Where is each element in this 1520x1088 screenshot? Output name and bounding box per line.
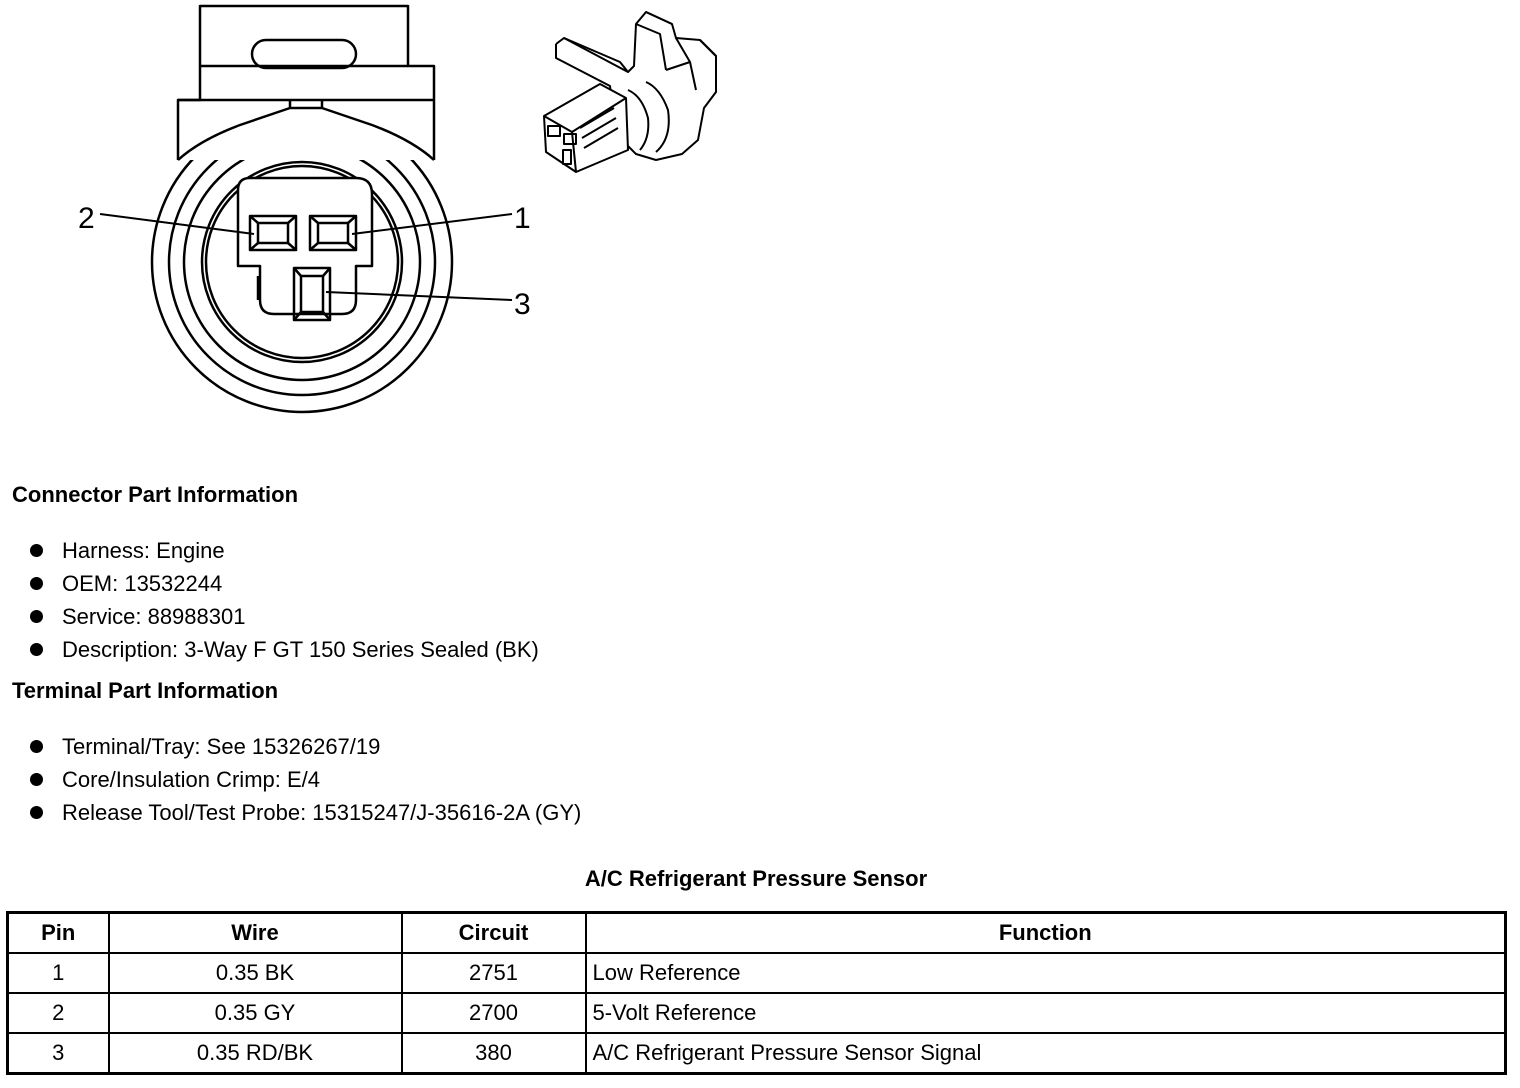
pin-label-2: 2	[78, 202, 95, 235]
list-item	[30, 534, 539, 567]
list-item	[30, 730, 581, 763]
list-item	[30, 600, 539, 633]
list-item-text: Harness: Engine	[62, 538, 225, 563]
connector-face-view	[100, 6, 512, 412]
connector-diagram	[0, 0, 1520, 470]
bullet-icon	[30, 577, 43, 590]
terminal-info-list	[30, 730, 581, 829]
list-item-text: Description: 3-Way F GT 150 Series Sealed (BK)	[62, 637, 539, 662]
table-header-row	[8, 913, 1506, 954]
bullet-icon	[30, 643, 43, 656]
cell-wire: 0.35 BK	[109, 953, 402, 993]
cell-circuit: 380	[402, 1033, 586, 1074]
pin-label-3: 3	[514, 288, 531, 321]
table-title: A/C Refrigerant Pressure Sensor	[584, 866, 928, 891]
connector-info-title: Connector Part Information	[12, 482, 299, 507]
list-item-text: Release Tool/Test Probe: 15315247/J-35616-2A (GY)	[62, 800, 582, 825]
cell-circuit: 2700	[402, 993, 586, 1033]
table-row	[8, 1033, 1506, 1074]
list-item	[30, 567, 539, 600]
cell-pin: 1	[8, 953, 109, 993]
bullet-icon	[30, 544, 43, 557]
header-pin: Pin	[8, 913, 109, 954]
list-item-text: Terminal/Tray: See 15326267/19	[62, 734, 381, 759]
cell-function: Low Reference	[586, 953, 1506, 993]
cell-wire: 0.35 RD/BK	[109, 1033, 402, 1074]
header-function: Function	[586, 913, 1506, 954]
connector-isometric-view	[544, 12, 716, 172]
pin-label-1: 1	[514, 202, 531, 235]
header-wire: Wire	[109, 913, 402, 954]
list-item-text: Core/Insulation Crimp: E/4	[62, 767, 320, 792]
table-row	[8, 993, 1506, 1033]
table-row	[8, 953, 1506, 993]
bullet-icon	[30, 806, 43, 819]
bullet-icon	[30, 773, 43, 786]
cell-wire: 0.35 GY	[109, 993, 402, 1033]
header-circuit: Circuit	[402, 913, 586, 954]
pinout-table	[6, 911, 1507, 1075]
list-item	[30, 763, 581, 796]
cell-function: A/C Refrigerant Pressure Sensor Signal	[586, 1033, 1506, 1074]
cell-circuit: 2751	[402, 953, 586, 993]
cell-pin: 2	[8, 993, 109, 1033]
list-item-text: Service: 88988301	[62, 604, 246, 629]
bullet-icon	[30, 610, 43, 623]
connector-info-list	[30, 534, 539, 666]
list-item-text: OEM: 13532244	[62, 571, 223, 596]
list-item	[30, 796, 581, 829]
latch-tab	[178, 6, 434, 160]
cell-function: 5-Volt Reference	[586, 993, 1506, 1033]
cell-pin: 3	[8, 1033, 109, 1074]
bullet-icon	[30, 740, 43, 753]
terminal-info-title: Terminal Part Information	[12, 678, 279, 703]
list-item	[30, 633, 539, 666]
